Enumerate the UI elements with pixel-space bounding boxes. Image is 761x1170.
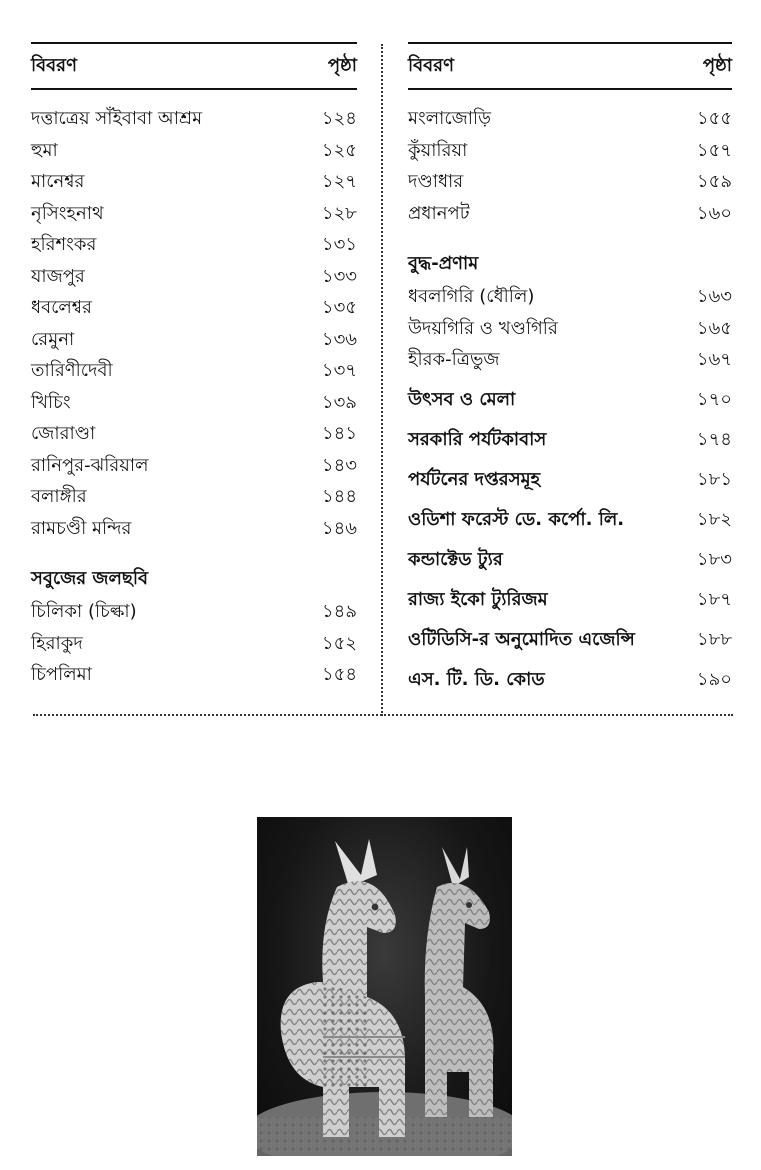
horse-right (425, 847, 494, 1117)
toc-page: ১৫৪ (321, 664, 357, 686)
bottom-divider (33, 714, 733, 716)
toc-page: ১৭৪ (696, 429, 732, 450)
toc-left-column (31, 42, 357, 692)
toc-page: ১৪৯ (321, 601, 357, 623)
toc-label: দণ্ডাধার (408, 171, 464, 193)
toc-label: উৎসব ও মেলা (408, 389, 516, 410)
toc-label: খিচিং (31, 391, 71, 413)
toc-label: ধবলেশ্বর (31, 297, 92, 319)
toc-label: পর্যটনের দপ্তরসমূহ (408, 469, 541, 490)
column-divider (381, 44, 383, 716)
toc-row-bold (408, 421, 732, 461)
toc-page: ১৮২ (696, 509, 732, 530)
toc-page: ১৪১ (321, 423, 357, 445)
toc-label: নৃসিংহনাথ (31, 202, 104, 224)
toc-row (31, 262, 357, 294)
toc-row (31, 167, 357, 199)
toc-row (408, 314, 732, 346)
toc-row (31, 356, 357, 388)
toc-page: ১২৮ (321, 202, 357, 224)
toc-row-bold (408, 581, 732, 621)
horse-left (281, 839, 405, 1137)
toc-row-bold (408, 541, 732, 581)
horses-illustration (257, 817, 512, 1156)
toc-label: হীরক-ত্রিভুজ (408, 349, 500, 371)
toc-label: এস. টি. ডি. কোড (408, 669, 545, 690)
toc-page: ১৪৪ (321, 486, 357, 508)
toc-page: ১২৫ (321, 139, 357, 161)
toc-label: প্রধানপট (408, 202, 470, 224)
toc-label: চিলিকা (চিল্কা) (31, 601, 137, 623)
toc-row (31, 629, 357, 661)
toc-row-bold (408, 501, 732, 541)
toc-page: ১৩১ (321, 234, 357, 256)
toc-header (408, 42, 732, 90)
toc-page: ১৮৩ (696, 549, 732, 570)
toc-page: ১২৭ (321, 171, 357, 193)
header-page: পৃষ্ঠা (702, 54, 732, 76)
toc-label: ওডিশা ফরেস্ট ডে. কর্পো. লি. (408, 509, 625, 530)
toc-row (31, 325, 357, 357)
toc-label: কুঁয়ারিয়া (408, 139, 468, 161)
toc-page: ১৬৫ (696, 317, 732, 339)
toc-row (408, 136, 732, 168)
toc-row (31, 514, 357, 546)
toc-label: হিরাকুদ (31, 632, 83, 654)
toc-page: ১৮১ (696, 469, 732, 490)
toc-label: বলাঙ্গীর (31, 486, 87, 508)
section-title: সবুজের জলছবি (31, 567, 149, 589)
toc-label: রাজ্য ইকো ট্যুরিজম (408, 589, 548, 610)
toc-row (31, 451, 357, 483)
toc-page: ১৫৭ (696, 139, 732, 161)
toc-row-bold (408, 661, 732, 701)
terracotta-horses-photo (257, 817, 512, 1156)
toc-row (408, 199, 732, 231)
toc-row (408, 104, 732, 136)
toc-page: ১৪৩ (321, 454, 357, 476)
toc-label: মানেশ্বর (31, 171, 85, 193)
toc-row (31, 482, 357, 514)
toc-label: চিপলিমা (31, 664, 92, 686)
toc-label: রানিপুর-ঝরিয়াল (31, 454, 149, 476)
toc-page: ১৯০ (696, 669, 732, 690)
toc-label: সরকারি পর্যটকাবাস (408, 429, 547, 450)
toc-page: ১৩৫ (321, 297, 357, 319)
toc-row (31, 104, 357, 136)
toc-label: উদয়গিরি ও খণ্ডগিরি (408, 317, 558, 339)
toc-label: জোরাণ্ডা (31, 423, 96, 445)
toc-row (31, 230, 357, 262)
toc-page: ১২৪ (321, 108, 357, 130)
toc-row (31, 419, 357, 451)
toc-label: হরিশংকর (31, 234, 97, 256)
toc-page: ১৩৯ (321, 391, 357, 413)
header-page: পৃষ্ঠা (327, 54, 357, 76)
toc-label: তারিণীদেবী (31, 360, 113, 382)
header-description: বিবরণ (31, 54, 77, 76)
toc-row (31, 388, 357, 420)
toc-page: ১৩৩ (321, 265, 357, 287)
toc-page: ১৬৩ (696, 286, 732, 308)
toc-label: কন্ডাক্টেড ট্যুর (408, 549, 503, 570)
toc-row (408, 167, 732, 199)
toc-page: ১৫৫ (696, 108, 732, 130)
section-title: বুদ্ধ-প্রণাম (408, 252, 479, 274)
toc-page: ১৫৯ (696, 171, 732, 193)
toc-page: ১৩৭ (321, 360, 357, 382)
toc-row (31, 136, 357, 168)
toc-row-bold (408, 381, 732, 421)
toc-label: রামচণ্ডী মন্দির (31, 517, 132, 539)
toc-page: ১৩৬ (321, 328, 357, 350)
toc-page: ১৫২ (321, 632, 357, 654)
toc-label: ধবলগিরি (ধৌলি) (408, 286, 535, 308)
toc-list (408, 104, 732, 701)
header-description: বিবরণ (408, 54, 454, 76)
toc-row (31, 293, 357, 325)
toc-label: যাজপুর (31, 265, 85, 287)
toc-page: ১৮৭ (696, 589, 732, 610)
toc-page: ১৮৮ (696, 629, 732, 650)
toc-row (31, 597, 357, 629)
toc-row-bold (408, 461, 732, 501)
toc-label: দত্তাত্রেয় সাঁইবাবা আশ্রম (31, 108, 203, 130)
toc-label: মংলাজোড়ি (408, 108, 491, 130)
toc-label: ওটিডিসি-র অনুমোদিত এজেন্সি (408, 629, 635, 650)
toc-page: ১৭০ (696, 389, 732, 410)
toc-page: ১৬০ (696, 202, 732, 224)
toc-row (31, 660, 357, 692)
toc-label: রেমুনা (31, 328, 75, 350)
toc-row (31, 199, 357, 231)
toc-header (31, 42, 357, 90)
toc-row-bold (408, 621, 732, 661)
toc-page: ১৬৭ (696, 349, 732, 371)
toc-list (31, 104, 357, 692)
toc-right-column (408, 42, 732, 701)
toc-label: হুমা (31, 139, 58, 161)
toc-row (408, 282, 732, 314)
toc-row (408, 345, 732, 377)
toc-page: ১৪৬ (321, 517, 357, 539)
